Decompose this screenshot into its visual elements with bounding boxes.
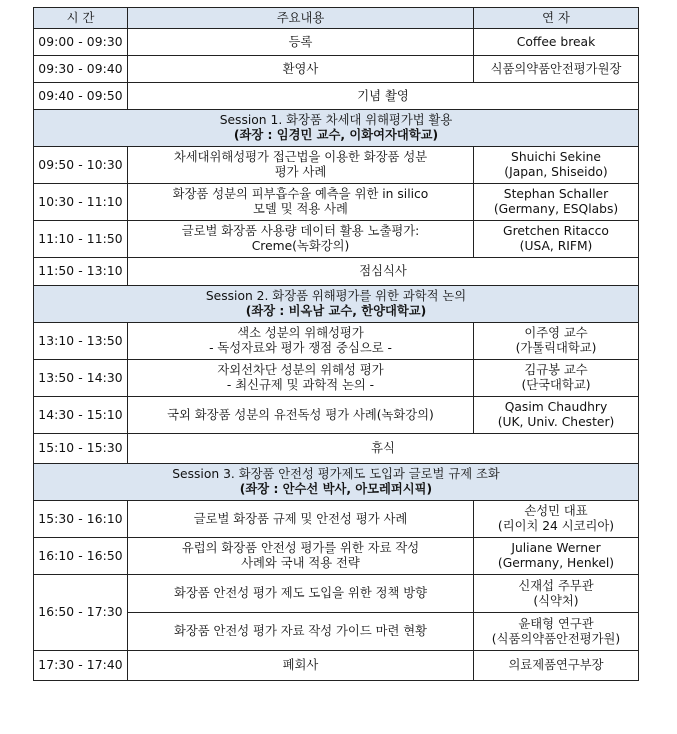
speaker-cell [474,147,639,184]
speaker-name: Qasim Chaudhry [504,400,608,414]
content-cell: 휴식 [128,434,639,464]
table-row [34,56,639,83]
time-cell: 15:30 - 16:10 [34,501,128,538]
content-line: - 최신규제 및 과학적 논의 - [226,378,375,392]
time-cell: 16:10 - 16:50 [34,538,128,575]
content-cell: 기념 촬영 [128,83,639,110]
content-cell: 점심식사 [128,258,639,286]
session-header-row [34,286,639,323]
table-row [34,147,639,184]
speaker-cell [474,221,639,258]
content-line: 글로벌 화장품 사용량 데이터 활용 노출평가: [181,224,420,238]
session-header [34,464,639,501]
speaker-affiliation: (UK, Univ. Chester) [497,415,615,429]
header-speaker: 연 자 [474,8,639,29]
content-line: 차세대위해성평가 접근법을 이용한 화장품 성분 [173,150,428,164]
speaker-affiliation: (식품의약품안전평가원) [491,631,621,646]
time-cell: 09:30 - 09:40 [34,56,128,83]
table-row [34,434,639,464]
table-row [34,360,639,397]
content-line: 사례와 국내 적용 전략 [241,556,360,570]
time-cell: 16:50 - 17:30 [34,575,128,651]
time-cell: 11:10 - 11:50 [34,221,128,258]
speaker-cell [474,397,639,434]
speaker-name: 손성민 대표 [524,504,588,518]
content-line: 색소 성분의 위해성평가 [237,326,364,340]
session-chair: (좌장 : 안수선 박사, 아모레퍼시픽) [239,482,433,496]
time-cell: 13:10 - 13:50 [34,323,128,360]
speaker-cell: Coffee break [474,29,639,56]
speaker-affiliation: (가톨릭대학교) [515,341,597,355]
speaker-name: Shuichi Sekine [511,150,601,164]
content-cell [128,360,474,397]
speaker-cell [474,184,639,221]
speaker-cell: 식품의약품안전평가원장 [474,56,639,83]
content-line: Creme(녹화강의) [251,239,350,253]
content-cell: 국외 화장품 성분의 유전독성 평가 사례(녹화강의) [128,397,474,434]
time-cell: 13:50 - 14:30 [34,360,128,397]
content-line: 화장품 성분의 피부흡수율 예측을 위한 in silico [172,187,429,201]
content-cell: 화장품 안전성 평가 자료 작성 가이드 마련 현황 [128,613,474,651]
content-line: 자외선차단 성분의 위해성 평가 [217,363,384,377]
session-title: Session 2. 화장품 위해평가를 위한 과학적 논의 [205,289,467,303]
speaker-affiliation: (Japan, Shiseido) [504,165,608,179]
speaker-name: 김규봉 교수 [524,363,588,377]
content-cell [128,184,474,221]
time-cell: 09:50 - 10:30 [34,147,128,184]
content-cell [128,147,474,184]
session-chair: (좌장 : 비옥남 교수, 한양대학교) [245,304,427,318]
time-cell: 09:00 - 09:30 [34,29,128,56]
time-cell: 11:50 - 13:10 [34,258,128,286]
session-header-row [34,110,639,147]
content-line: - 독성자료와 평가 쟁점 중심으로 - [209,341,392,355]
content-cell [128,538,474,575]
content-cell [128,221,474,258]
session-header-row [34,464,639,501]
speaker-cell [474,538,639,575]
speaker-cell [474,360,639,397]
speaker-affiliation: (USA, RIFM) [519,239,593,253]
content-cell: 화장품 안전성 평가 제도 도입을 위한 정책 방향 [128,575,474,613]
speaker-name: Juliane Werner [511,541,601,555]
header-time: 시 간 [34,8,128,29]
table-row [34,651,639,681]
time-cell: 17:30 - 17:40 [34,651,128,681]
session-title: Session 3. 화장품 안전성 평가제도 도입과 글로벌 규제 조화 [172,467,500,481]
content-line: 평가 사례 [274,165,327,179]
table-row [34,83,639,110]
speaker-affiliation: (Germany, ESQlabs) [493,202,619,216]
table-row [34,258,639,286]
table-row [34,575,639,613]
speaker-affiliation: (식약처) [533,593,579,608]
speaker-name: 윤태형 연구관 [518,616,594,631]
content-cell: 폐회사 [128,651,474,681]
program-schedule-table [33,7,639,681]
content-cell: 등록 [128,29,474,56]
speaker-affiliation: (단국대학교) [521,378,591,392]
speaker-name: Stephan Schaller [503,187,609,201]
speaker-affiliation: (리이치 24 시코리아) [497,519,615,533]
speaker-cell [474,501,639,538]
table-row [34,29,639,56]
content-line: 유럽의 화장품 안전성 평가를 위한 자료 작성 [181,541,420,555]
time-cell: 15:10 - 15:30 [34,434,128,464]
speaker-cell [474,613,639,651]
session-header [34,286,639,323]
speaker-cell: 의료제품연구부장 [474,651,639,681]
speaker-name: 이주영 교수 [524,326,588,340]
table-row [34,221,639,258]
session-header [34,110,639,147]
time-cell: 10:30 - 11:10 [34,184,128,221]
speaker-name: 신재섭 주무관 [518,578,594,593]
table-row [34,501,639,538]
speaker-affiliation: (Germany, Henkel) [497,556,615,570]
content-cell [128,323,474,360]
content-line: 모델 및 적용 사례 [253,202,348,216]
table-row [34,323,639,360]
table-row [34,184,639,221]
table-row [34,397,639,434]
time-cell: 09:40 - 09:50 [34,83,128,110]
speaker-name: Gretchen Ritacco [503,224,609,238]
header-row [34,8,639,29]
content-cell: 글로벌 화장품 규제 및 안전성 평가 사례 [128,501,474,538]
header-content: 주요내용 [128,8,474,29]
speaker-cell [474,575,639,613]
time-cell: 14:30 - 15:10 [34,397,128,434]
speaker-cell [474,323,639,360]
session-chair: (좌장 : 임경민 교수, 이화여자대학교) [233,128,439,142]
table-row [34,538,639,575]
session-title: Session 1. 화장품 차세대 위해평가법 활용 [219,113,453,127]
content-cell: 환영사 [128,56,474,83]
